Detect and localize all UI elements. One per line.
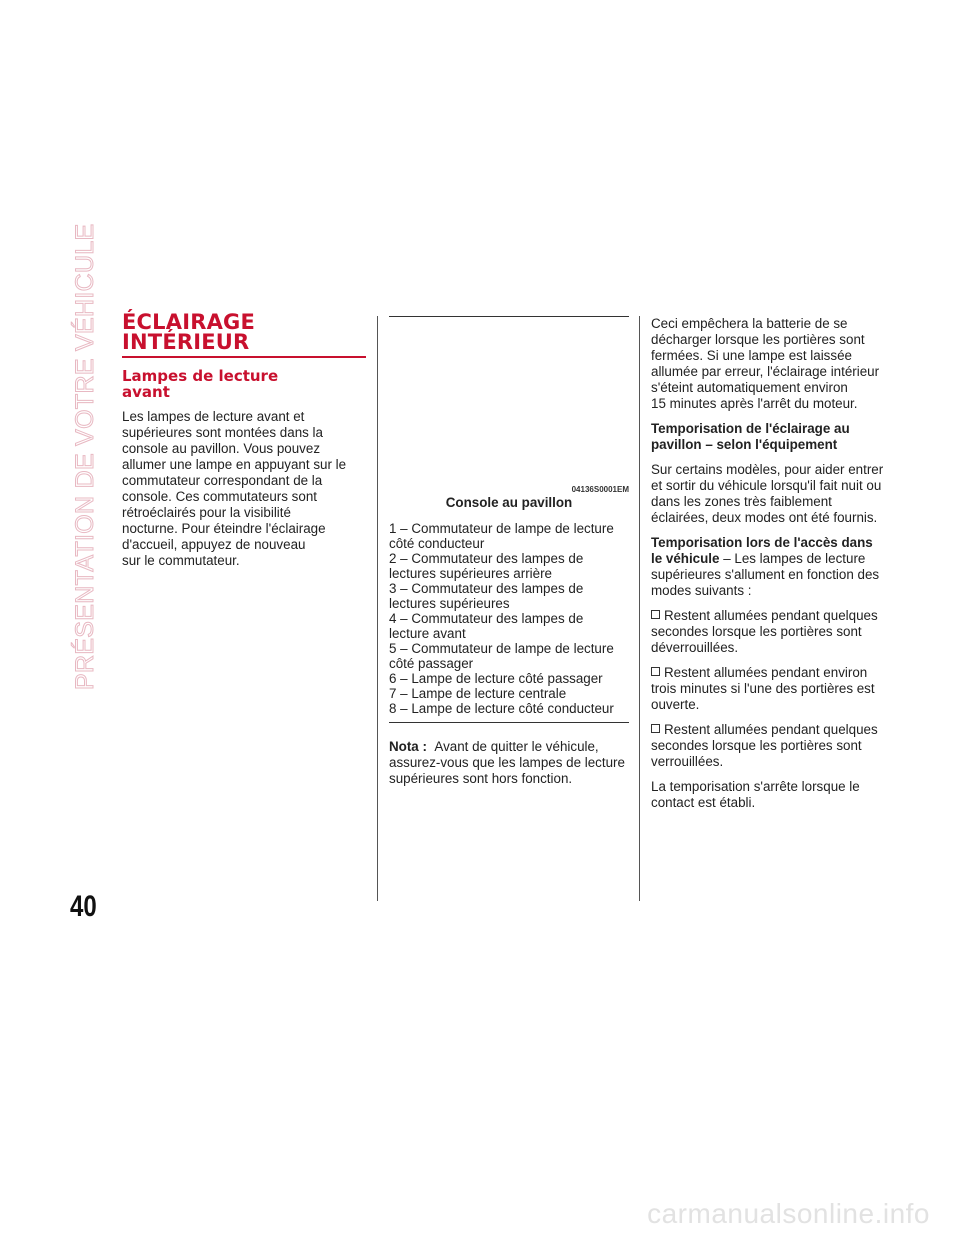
legend-line: 1 – Commutateur de lampe de lecture <box>389 521 614 536</box>
bullet-line: ouverte. <box>651 697 700 712</box>
text-line: et sortir du véhicule lorsqu'il fait nuit ou <box>651 478 882 493</box>
heading-temporisation <box>651 421 891 453</box>
legend-line: 3 – Commutateur des lampes de <box>389 581 584 596</box>
legend-line: lecture avant <box>389 626 466 641</box>
legend-line: lectures supérieures <box>389 596 510 611</box>
intro-line: sur le commutateur. <box>122 553 240 568</box>
intro-line: nocturne. Pour éteindre l'éclairage <box>122 521 326 536</box>
bullet-text: Restent allumées pendant quelques <box>664 722 878 737</box>
bullet-line <box>651 722 891 738</box>
intro-line: console au pavillon. Vous pouvez <box>122 441 321 456</box>
subsection-title <box>122 368 366 400</box>
sidebar-chapter-title: PRÉSENTATION DE VOTRE VÉHICULE <box>71 223 99 690</box>
checkbox-bullet-icon <box>651 610 660 619</box>
bullet-line: trois minutes si l'une des portières est <box>651 681 875 696</box>
intro-paragraph <box>122 409 366 569</box>
text-line: 15 minutes après l'arrêt du moteur. <box>651 396 858 411</box>
note-text: Avant de quitter le véhicule, <box>434 739 599 754</box>
text-line: fermées. Si une lampe est laissée <box>651 348 852 363</box>
bullet-line <box>651 608 891 624</box>
bullet-line: déverrouillées. <box>651 640 739 655</box>
column-1 <box>122 312 366 569</box>
heading-access-bold: le véhicule <box>651 551 720 566</box>
section-title-line1: ÉCLAIRAGE <box>122 310 256 334</box>
bullet-item <box>651 722 891 770</box>
text-line: supérieures s'allument en fonction des <box>651 567 880 582</box>
subsection-title-line2: avant <box>122 383 170 401</box>
column-divider-right <box>639 316 640 901</box>
legend-line: 8 – Lampe de lecture côté conducteur <box>389 701 614 716</box>
text-line: contact est établi. <box>651 795 756 810</box>
figure-legend <box>389 521 629 716</box>
legend-line: 4 – Commutateur des lampes de <box>389 611 584 626</box>
legend-line: lectures supérieures arrière <box>389 566 552 581</box>
legend-line: 5 – Commutateur de lampe de lecture <box>389 641 614 656</box>
intro-line: d'accueil, appuyez de nouveau <box>122 537 306 552</box>
paragraph-end <box>651 779 891 811</box>
bullet-item <box>651 608 891 656</box>
note-paragraph <box>389 739 629 787</box>
watermark: carmanualsonline.info <box>647 1198 930 1229</box>
checkbox-bullet-icon <box>651 724 660 733</box>
legend-line: 7 – Lampe de lecture centrale <box>389 686 567 701</box>
intro-line: console. Ces commutateurs sont <box>122 489 317 504</box>
column-2 <box>389 316 629 787</box>
text-line: éclairées, deux modes ont été fournis. <box>651 510 878 525</box>
figure-caption: Console au pavillon <box>445 495 573 510</box>
bullet-line: verrouillées. <box>651 754 724 769</box>
text-line: La temporisation s'arrête lorsque le <box>651 779 860 794</box>
text-line: allumée par erreur, l'éclairage intérieur <box>651 364 880 379</box>
subsection-title-line1: Lampes de lecture <box>122 367 279 385</box>
bullet-line: secondes lorsque les portières sont <box>651 738 862 753</box>
note-line: supérieures sont hors fonction. <box>389 771 573 786</box>
bullet-line <box>651 665 891 681</box>
paragraph-battery <box>651 316 891 412</box>
bullet-text: Restent allumées pendant quelques <box>664 608 878 623</box>
checkbox-bullet-icon <box>651 667 660 676</box>
note-line: assurez-vous que les lampes de lecture <box>389 755 625 770</box>
legend-line: 6 – Lampe de lecture côté passager <box>389 671 603 686</box>
title-underline <box>122 356 366 358</box>
text-line: décharger lorsque les portières sont <box>651 332 865 347</box>
heading-line: pavillon – selon l'équipement <box>651 437 838 452</box>
text-line: s'éteint automatiquement environ <box>651 380 848 395</box>
access-line2 <box>651 551 891 567</box>
intro-line: Les lampes de lecture avant et <box>122 409 305 424</box>
paragraph-models <box>651 462 891 526</box>
legend-line: 2 – Commutateur des lampes de <box>389 551 584 566</box>
intro-line: rétroéclairés pour la visibilité <box>122 505 291 520</box>
column-divider-left <box>377 316 378 901</box>
legend-bottom-rule <box>389 722 629 723</box>
bullet-item <box>651 665 891 713</box>
page-number: 40 <box>70 890 97 923</box>
text-line: Ceci empêchera la batterie de se <box>651 316 848 331</box>
text-line: Sur certains modèles, pour aider entrer <box>651 462 884 477</box>
note-label: Nota : <box>389 739 427 754</box>
bullet-text: Restent allumées pendant environ <box>664 665 868 680</box>
intro-line: allumer une lampe en appuyant sur le <box>122 457 347 472</box>
heading-access-line1: Temporisation lors de l'accès dans <box>651 535 873 550</box>
text-line: modes suivants : <box>651 583 752 598</box>
intro-line: commutateur correspondant de la <box>122 473 323 488</box>
figure-image-area <box>389 317 629 485</box>
column-3 <box>651 316 891 811</box>
paragraph-access <box>651 535 891 599</box>
heading-line: Temporisation de l'éclairage au <box>651 421 850 436</box>
legend-line: côté conducteur <box>389 536 485 551</box>
intro-line: supérieures sont montées dans la <box>122 425 323 440</box>
note-first-line <box>389 739 629 755</box>
bullet-line: secondes lorsque les portières sont <box>651 624 862 639</box>
figure-code: 04136S0001EM <box>571 485 629 494</box>
access-text: – Les lampes de lecture <box>719 551 866 566</box>
section-title-line2: INTÉRIEUR <box>122 330 250 354</box>
legend-line: côté passager <box>389 656 474 671</box>
text-line: dans les zones très faiblement <box>651 494 832 509</box>
